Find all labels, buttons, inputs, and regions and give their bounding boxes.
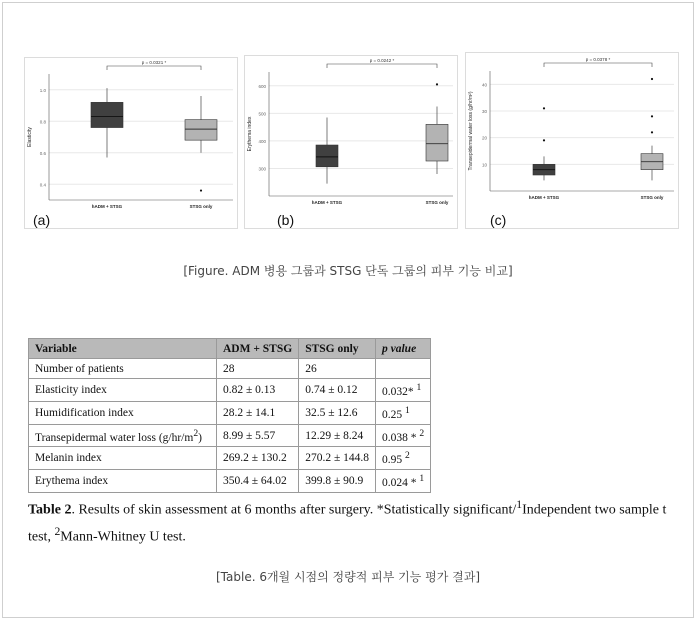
y-tick-label: 0.8: [39, 119, 46, 125]
significance-label: p = 0.0242 *: [369, 58, 395, 63]
cell-adm: 350.4 ± 64.02: [217, 470, 299, 493]
significance-label: p = 0.0321 *: [141, 60, 167, 65]
cell-variable: Erythema index: [29, 470, 217, 493]
cell-adm: 8.99 ± 5.57: [217, 424, 299, 447]
cell-variable: Melanin index: [29, 447, 217, 470]
outlier-point: [651, 131, 653, 133]
cell-stsg: 26: [299, 359, 376, 379]
box-hadm-stsg: [316, 145, 338, 167]
x-category-label: STSG only: [189, 204, 213, 209]
cell-p: 0.95 $^2$: [376, 447, 431, 470]
box-stsg-only: [426, 124, 448, 161]
cell-p: 0.25 $^1$: [376, 401, 431, 424]
outlier-point: [200, 189, 202, 191]
figure-caption: [Figure. ADM 병용 그룹과 STSG 단독 그룹의 피부 기능 비교]: [183, 264, 513, 278]
y-tick-label: 0.6: [39, 150, 46, 156]
header-variable: Variable: [29, 339, 217, 359]
header-p-value: p value: [376, 339, 431, 359]
outlier-point: [651, 115, 653, 117]
header-adm-stsg: ADM + STSG: [217, 339, 299, 359]
table-row: [29, 401, 431, 424]
boxplot-erythema: [245, 56, 459, 230]
outlier-point: [651, 78, 653, 80]
cell-variable: Elasticity index: [29, 379, 217, 402]
table-caption: Table 2. Results of skin assessment at 6 months after surgery. *Statistically significant/$^1$Independent two sample t test, $^2$Mann-Whitney U test.: [28, 498, 667, 545]
x-category-label: STSG only: [425, 200, 449, 205]
cell-adm: 28: [217, 359, 299, 379]
significance-bracket: [544, 63, 652, 67]
table-korean-caption: [Table. 6개월 시점의 정량적 피부 기능 평가 결과]: [215, 570, 481, 584]
significance-bracket: [107, 66, 201, 70]
y-tick-label: 400: [258, 138, 266, 144]
x-category-label: hADM + STSG: [311, 200, 343, 205]
outlier-point: [436, 83, 438, 85]
cell-stsg: 12.29 ± 8.24: [299, 424, 376, 447]
boxplot-panel-erythema: [244, 55, 458, 229]
cell-variable: Humidification index: [29, 401, 217, 424]
panel-letter-c: (c): [490, 212, 507, 228]
cell-p: 0.038 * $^2$: [376, 424, 431, 447]
y-tick-label: 10: [481, 162, 487, 168]
y-tick-label: 500: [258, 111, 266, 117]
boxplot-elasticity: [25, 58, 239, 230]
y-tick-label: 0.4: [39, 182, 46, 188]
y-tick-label: 20: [481, 135, 487, 141]
y-axis-label: Erythema index: [247, 116, 253, 152]
y-tick-label: 300: [258, 166, 266, 172]
table-row: [29, 379, 431, 402]
outlier-point: [543, 139, 545, 141]
cell-variable: Number of patients: [29, 359, 217, 379]
significance-label: p = 0.0378 *: [585, 57, 611, 62]
boxplot-panel-tewl: [465, 52, 679, 229]
x-category-label: hADM + STSG: [528, 195, 560, 200]
cell-stsg: 270.2 ± 144.8: [299, 447, 376, 470]
table-row: [29, 359, 431, 379]
table-row: [29, 470, 431, 493]
x-category-label: STSG only: [640, 195, 664, 200]
cell-stsg: 0.74 ± 0.12: [299, 379, 376, 402]
table-row: [29, 447, 431, 470]
cell-stsg: 32.5 ± 12.6: [299, 401, 376, 424]
cell-p: [376, 359, 431, 379]
y-tick-label: 600: [258, 83, 266, 89]
cell-p: 0.032* $^1$: [376, 379, 431, 402]
cell-p: 0.024 * $^1$: [376, 470, 431, 493]
significance-bracket: [327, 64, 437, 68]
table-header-row: [29, 339, 431, 359]
boxplot-panel-elasticity: [24, 57, 238, 229]
cell-adm: 269.2 ± 130.2: [217, 447, 299, 470]
results-table: [28, 338, 431, 493]
boxplot-tewl: [466, 53, 680, 230]
y-tick-label: 30: [481, 109, 487, 114]
y-tick-label: 40: [481, 82, 487, 88]
y-tick-label: 1.0: [39, 87, 46, 93]
outlier-point: [543, 107, 545, 109]
cell-adm: 0.82 ± 0.13: [217, 379, 299, 402]
y-axis-label: Elasticity: [27, 127, 33, 147]
header-stsg-only: STSG only: [299, 339, 376, 359]
y-axis-label: Transepidermal water loss (g/hr/m²): [468, 91, 474, 171]
cell-stsg: 399.8 ± 90.9: [299, 470, 376, 493]
box-stsg-only: [185, 120, 217, 140]
panel-letter-b: (b): [277, 212, 295, 228]
table-row: [29, 424, 431, 447]
cell-variable: Transepidermal water loss $(g/hr/m^2)$: [29, 424, 217, 447]
cell-adm: 28.2 ± 14.1: [217, 401, 299, 424]
panel-letter-a: (a): [33, 212, 51, 228]
x-category-label: hADM + STSG: [91, 204, 123, 209]
box-hadm-stsg: [91, 102, 123, 127]
